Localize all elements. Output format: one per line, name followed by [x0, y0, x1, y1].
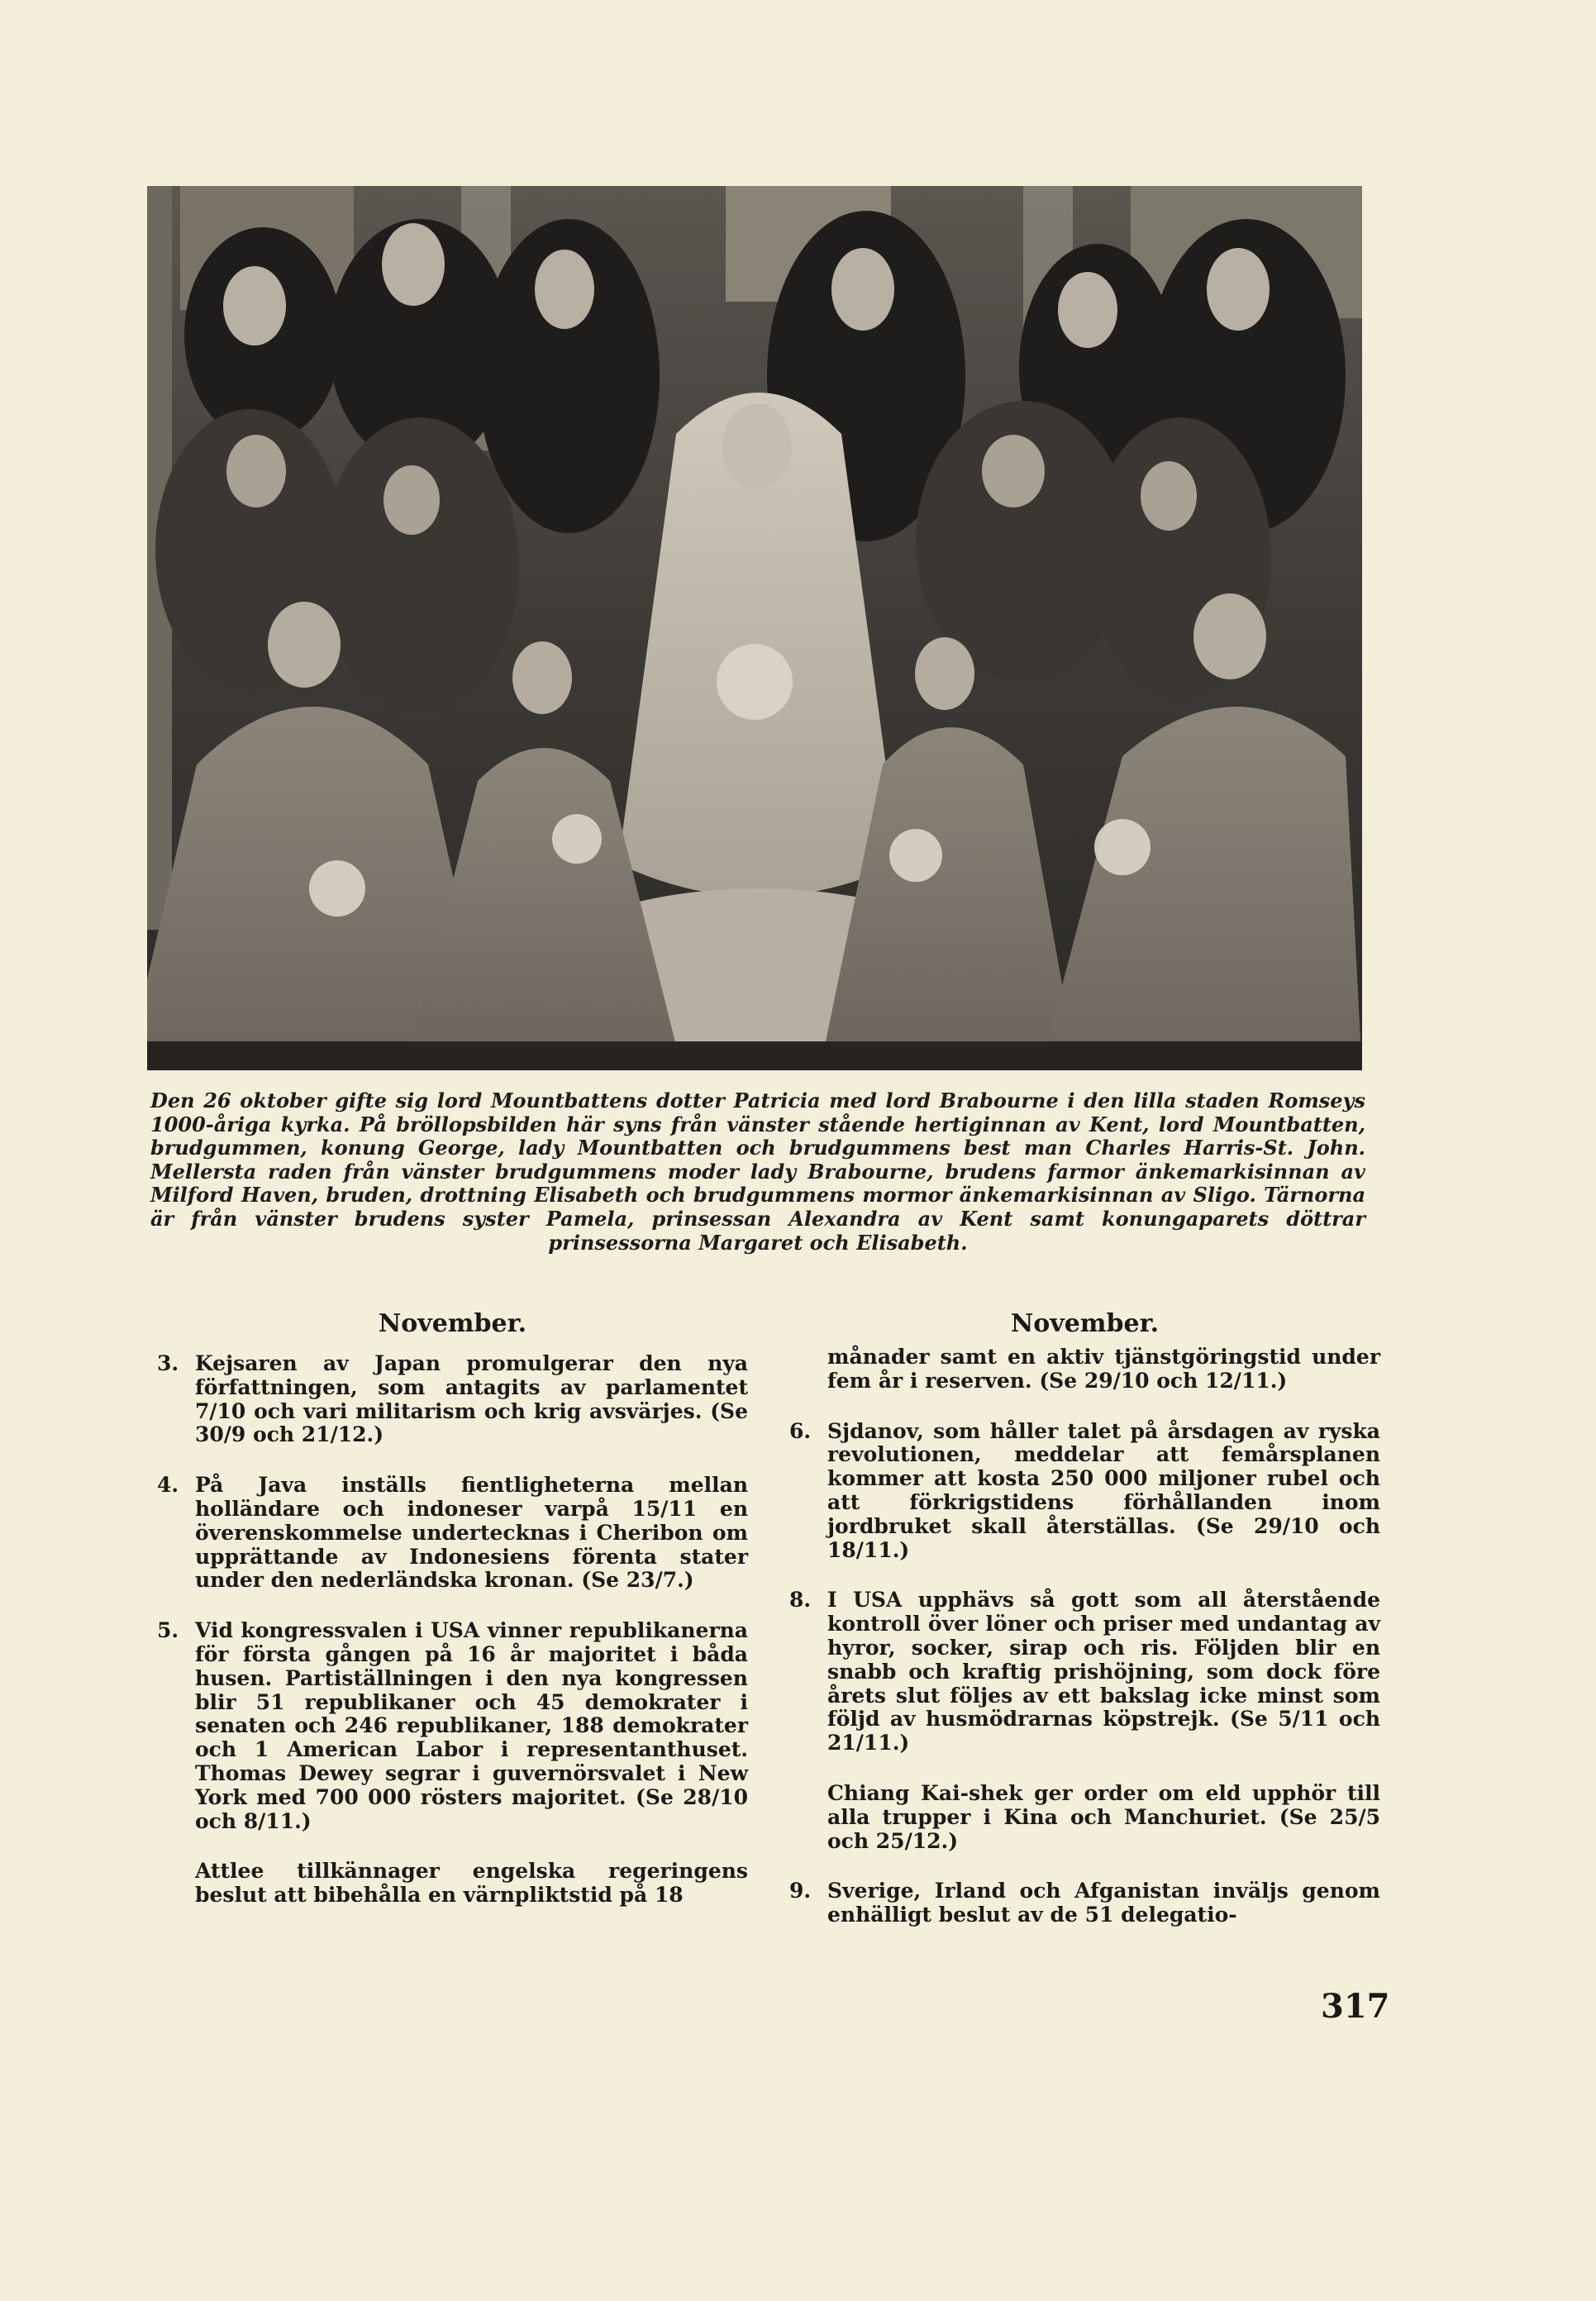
entry-number: 5.	[157, 1618, 179, 1643]
chiang-paragraph: Chiang Kai-shek ger order om eld upphör till alla trupper i Kina och Manchuriet. (Se 25/5 och 25/12.)	[827, 1780, 1380, 1853]
left-column-heading: November.	[378, 1309, 527, 1338]
entry-number: 9.	[789, 1879, 812, 1903]
continuation-paragraph: månader samt en aktiv tjänstgöringstid under fem år i reserven. (Se 29/10 och 12/11.)	[827, 1345, 1380, 1393]
entry-text: Sverige, Irland och Afganistan inväljs genom enhälligt beslut av de 51 delegatio-	[827, 1879, 1380, 1927]
entry-5	[157, 1619, 748, 1833]
attlee-paragraph: Attlee tillkännager engelska regeringens beslut att bibehålla en värnpliktstid på 18	[195, 1859, 748, 1908]
entry-number: 4.	[157, 1473, 179, 1498]
entry-text: Vid kongressvalen i USA vinner republikanerna för första gången på 16 år majoritet i båda husen. Partiställningen i den nya kongressen blir 51 republikaner och 45 demokrater i senaten och 246 republikaner, 188 demokrater och 1 American Labor i representanthuset. Thomas Dewey segrar i guvernörsvalet i New York med 700 000 rösters majoritet. (Se 28/10 och 8/11.)	[195, 1618, 748, 1833]
wedding-photograph	[147, 186, 1362, 1070]
entry-8	[789, 1589, 1380, 1756]
wedding-photo-illustration	[147, 186, 1362, 1070]
right-column	[789, 1308, 1380, 1954]
entry-6	[789, 1420, 1380, 1563]
entry-text: Sjdanov, som håller talet på årsdagen av ryska revolutionen, meddelar att femårsplanen kommer att kosta 250 000 miljoner rubel och att förkrigstidens förhållanden inom jordbruket skall återställas. (Se 29/10 och 18/11.)	[827, 1418, 1380, 1562]
entry-4	[157, 1474, 748, 1593]
entry-text: I USA upphävs så gott som all återstående kontroll över löner och priser med undantag av hyror, socker, sirap och ris. Följden blir en snabb och kraftig prishöjning, som dock före årets slut följes av ett bakslag icke minst som följd av husmödrarnas köpstrejk. (Se 5/11 och 21/11.)	[827, 1588, 1380, 1756]
entry-number: 8.	[789, 1588, 812, 1613]
right-column-heading: November.	[1010, 1309, 1160, 1338]
page-number: 317	[1321, 1987, 1390, 2026]
entry-text: På Java inställs fientligheterna mellan holländare och indoneser varpå 15/11 en överenskommelse undertecknas i Cheribon om upprättande av Indonesiens förenta stater under den nederländska kronan. (Se 23/7.)	[195, 1473, 748, 1593]
photo-caption: Den 26 oktober gifte sig lord Mountbattens dotter Patricia med lord Brabourne i den lilla staden Romseys 1000-åriga kyrka. På bröllopsbilden här syns från vänster stående hertiginnan av Kent, lord Mountbatten, brudgummen, konung George, lady Mountbatten och brudgummens best man Charles Harris-St. John. Mellersta raden från vänster brudgummens moder lady Brabourne, brudens farmor änkemarkisinnan av Milford Haven, bruden, drottning Elisabeth och brudgummens mormor änkemarkisinnan av Sligo. Tärnorna är från vänster brudens syster Pamela, prinsessan Alexandra av Kent samt konungaparets döttrar prinsessorna Margaret och Elisabeth.	[150, 1089, 1365, 1255]
entry-3	[157, 1352, 748, 1447]
entry-text: Kejsaren av Japan promulgerar den nya författningen, som antagits av parlamentet 7/10 och vari militarism och krig avsvärjes. (Se 30/9 och 21/12.)	[195, 1351, 748, 1447]
entry-number: 3.	[157, 1351, 179, 1375]
left-column	[157, 1308, 748, 1934]
entry-number: 6.	[789, 1418, 812, 1443]
entry-9	[789, 1879, 1380, 1927]
